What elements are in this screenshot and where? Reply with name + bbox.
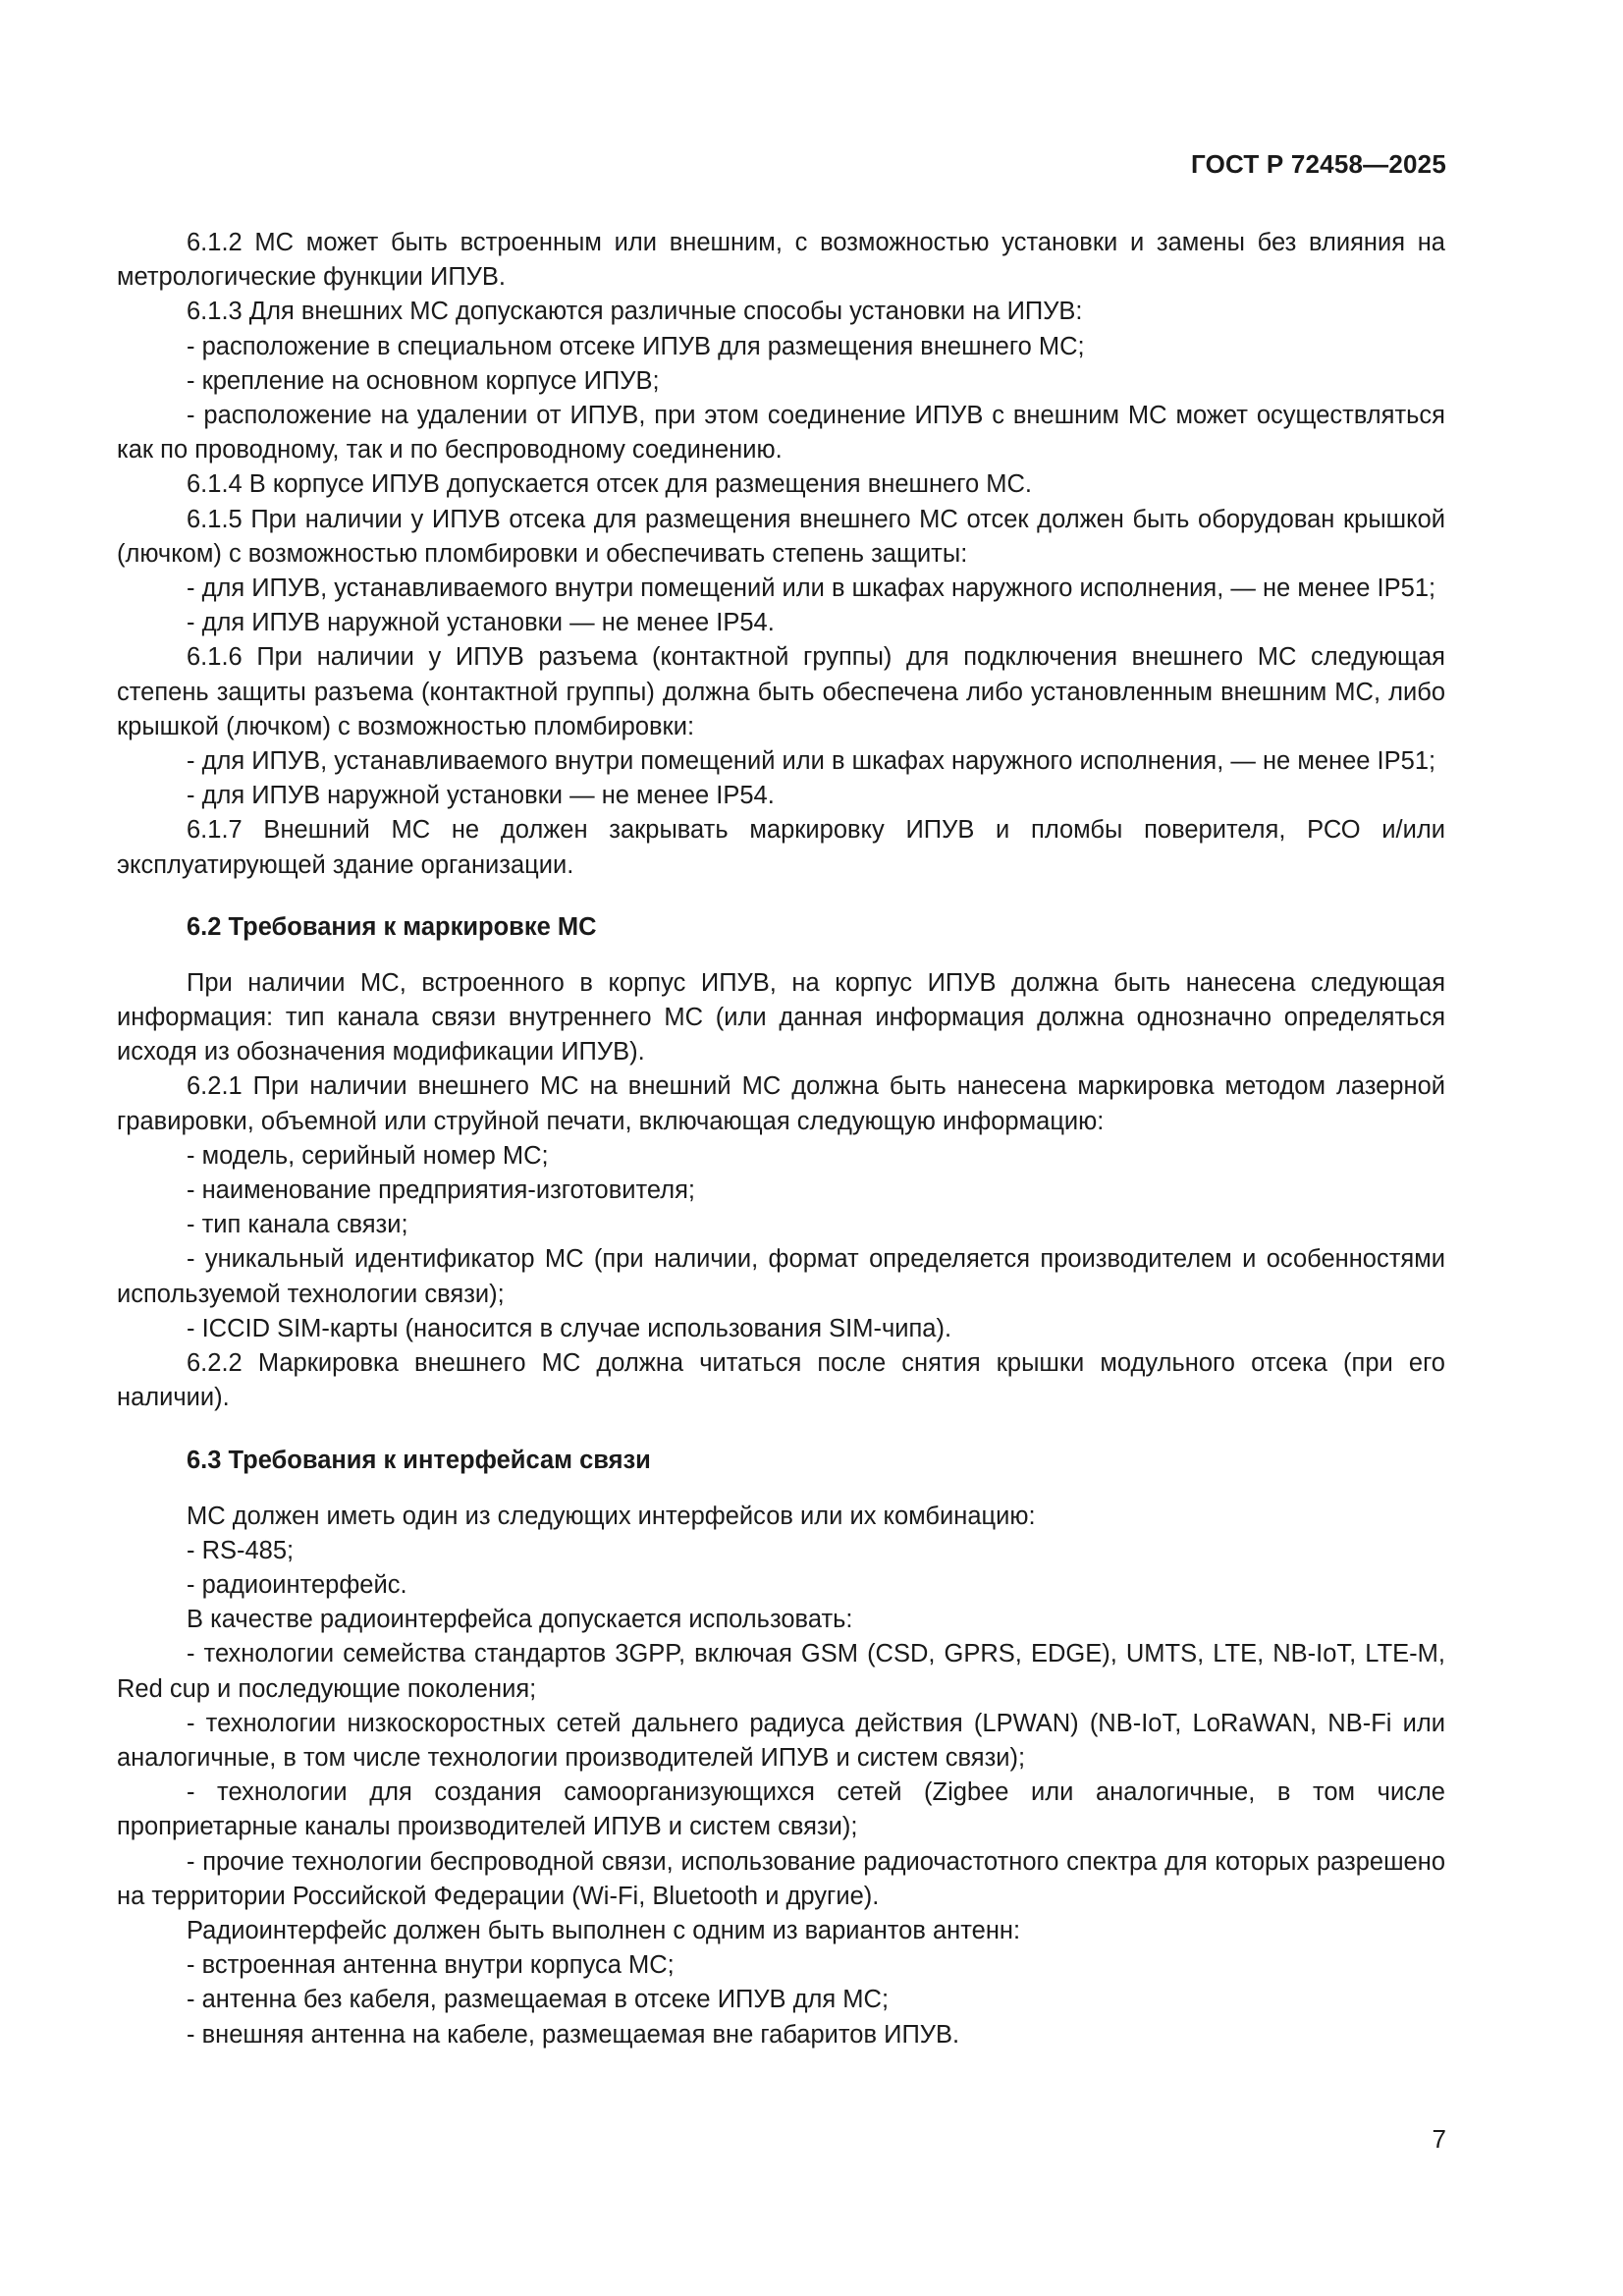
list-item: - встроенная антенна внутри корпуса МС; (187, 1951, 675, 1980)
paragraph-6-1-3: 6.1.3 Для внешних МС допускаются различные способы установки на ИПУВ: (187, 298, 1083, 326)
list-item: - технологии семейства стандартов 3GPP, включая GSM (CSD, GPRS, EDGE), UMTS, LTE, NB-IoT, LTE-M, Red cup и последующие поколения; (117, 1640, 1445, 1703)
paragraph-6-3-radio: В качестве радиоинтерфейса допускается использовать: (187, 1606, 853, 1634)
document-code-header: ГОСТ Р 72458—2025 (1191, 149, 1446, 179)
paragraph-6-3: МС должен иметь один из следующих интерфейсов или их комбинацию: (187, 1502, 1036, 1530)
list-item: - уникальный идентификатор МС (при наличии, формат определяется производителем и особенностями используемой технологии связи); (117, 1245, 1445, 1308)
section-heading-6-3: 6.3 Требования к интерфейсам связи (187, 1446, 651, 1474)
list-item: - антенна без кабеля, размещаемая в отсеке ИПУВ для МС; (187, 1986, 890, 2014)
paragraph-6-3-antenna: Радиоинтерфейс должен быть выполнен с одним из вариантов антенн: (187, 1916, 1021, 1944)
list-item: - для ИПУВ, устанавливаемого внутри помещений или в шкафах наружного исполнения, — не менее IP51; (187, 747, 1436, 776)
paragraph-6-2-1: 6.2.1 При наличии внешнего МС на внешний МС должна быть нанесена маркировка методом лазерной гравировки, объемной или струйной печати, включающая следующую информацию: (117, 1072, 1445, 1135)
paragraph-6-1-7: 6.1.7 Внешний МС не должен закрывать маркировку ИПУВ и пломбы поверителя, РСО и/или эксплуатирующей здание организации. (117, 816, 1445, 879)
list-item: - технологии для создания самоорганизующихся сетей (Zigbee или аналогичные, в том числе проприетарные каналы производителей ИПУВ и систем связи); (117, 1778, 1445, 1841)
list-item: - RS-485; (187, 1536, 295, 1564)
list-item: - прочие технологии беспроводной связи, использование радиочастотного спектра для которых разрешено на территории Российской Федерации (Wi-Fi, Bluetooth и другие). (117, 1847, 1445, 1910)
list-item: - для ИПУВ наружной установки — не менее IP54. (187, 782, 775, 810)
paragraph-6-2-2: 6.2.2 Маркировка внешнего МС должна читаться после снятия крышки модульного отсека (при его наличии). (117, 1349, 1445, 1412)
list-item: - для ИПУВ наружной установки — не менее IP54. (187, 609, 775, 637)
list-item: - технологии низкоскоростных сетей дальнего радиуса действия (LPWAN) (NB-IoT, LoRaWAN, NB-Fi или аналогичные, в том числе технологии производителей ИПУВ и систем связи); (117, 1709, 1445, 1772)
list-item: - модель, серийный номер МС; (187, 1141, 549, 1170)
list-item: - расположение на удалении от ИПУВ, при этом соединение ИПУВ с внешним МС может осуществляться как по проводному, так и по беспроводному соединению. (117, 402, 1445, 465)
page-number: 7 (1432, 2124, 1446, 2154)
paragraph-6-1-4: 6.1.4 В корпусе ИПУВ допускается отсек для размещения внешнего МС. (187, 470, 1032, 499)
paragraph-6-1-2: 6.1.2 МС может быть встроенным или внешним, с возможностью установки и замены без влияния на метрологические функции ИПУВ. (117, 229, 1445, 292)
list-item: - крепление на основном корпусе ИПУВ; (187, 366, 660, 395)
list-item: - тип канала связи; (187, 1211, 408, 1239)
list-item: - радиоинтерфейс. (187, 1570, 407, 1599)
list-item: - для ИПУВ, устанавливаемого внутри помещений или в шкафах наружного исполнения, — не менее IP51; (187, 574, 1436, 603)
list-item: - ICCID SIM-карты (наносится в случае использования SIM-чипа). (187, 1314, 952, 1342)
document-body (117, 226, 1445, 2052)
paragraph-6-2: При наличии МС, встроенного в корпус ИПУВ, на корпус ИПУВ должна быть нанесена следующая информация: тип канала связи внутреннего МС (или данная информация должна однозначно определяться исходя из обозначения модификации ИПУВ). (117, 968, 1445, 1066)
paragraph-6-1-5: 6.1.5 При наличии у ИПУВ отсека для размещения внешнего МС отсек должен быть оборудован крышкой (лючком) с возможностью пломбировки и обеспечивать степень защиты: (117, 505, 1445, 568)
section-heading-6-2: 6.2 Требования к маркировке МС (187, 912, 597, 941)
paragraph-6-1-6: 6.1.6 При наличии у ИПУВ разъема (контактной группы) для подключения внешнего МС следующая степень защиты разъема (контактной группы) должна быть обеспечена либо установленным внешним МС, либо крышкой (лючком) с возможностью пломбировки: (117, 643, 1445, 740)
list-item: - внешняя антенна на кабеле, размещаемая вне габаритов ИПУВ. (187, 2020, 960, 2049)
list-item: - расположение в специальном отсеке ИПУВ для размещения внешнего МС; (187, 332, 1085, 360)
list-item: - наименование предприятия-изготовителя; (187, 1176, 696, 1205)
